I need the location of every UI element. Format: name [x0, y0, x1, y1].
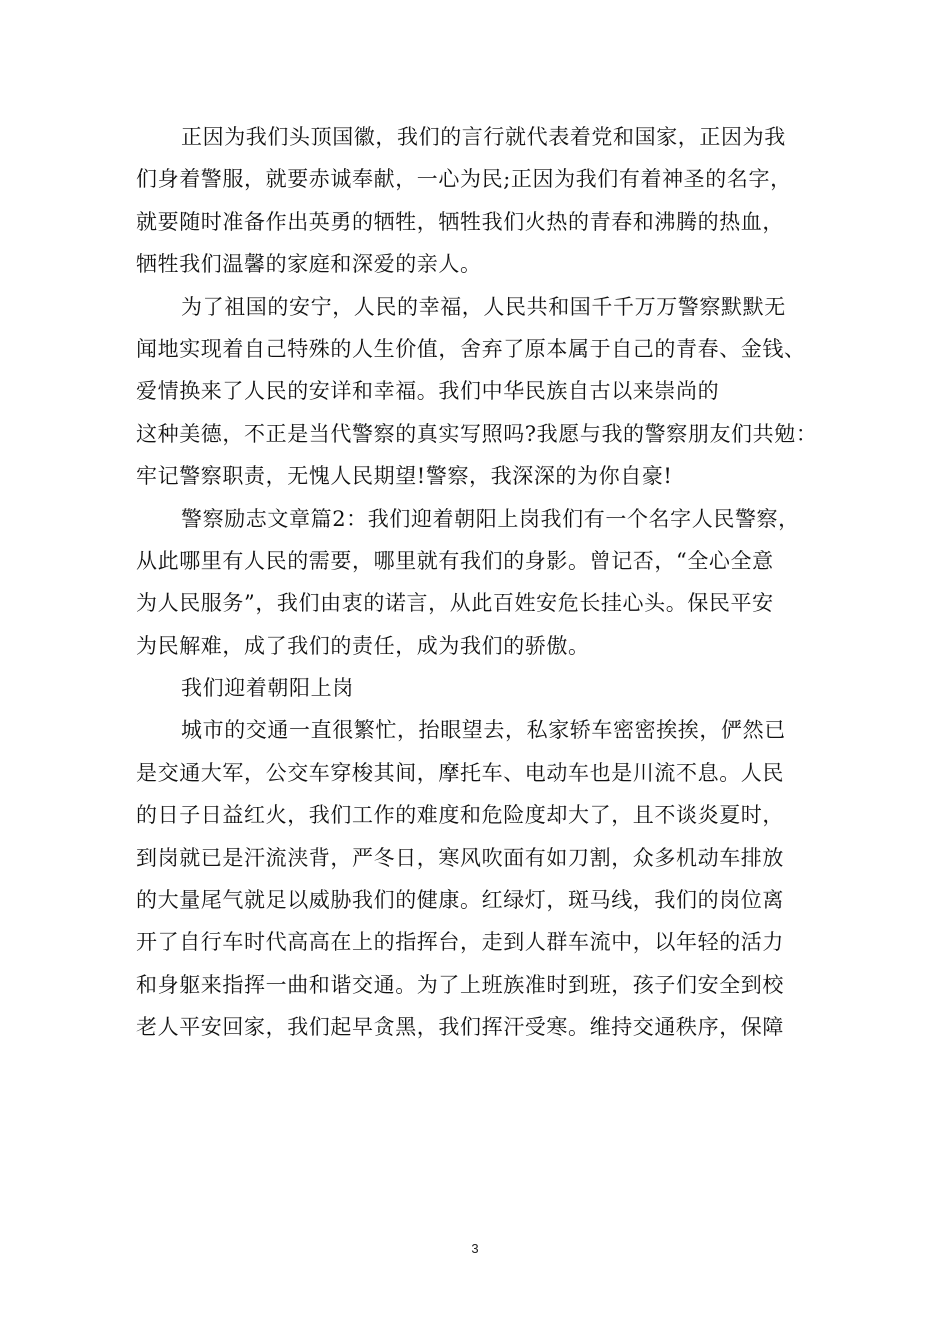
text-line: 为民解难，成了我们的责任，成为我们的骄傲。 [136, 633, 590, 658]
text-line: 到岗就已是汗流浃背，严冬日，寒风吹面有如刀割，众多机动车排放 [136, 845, 784, 870]
section-heading: 我们迎着朝阳上岗 [181, 676, 354, 701]
text-line: 警察励志文章篇2：我们迎着朝阳上岗我们有一个名字人民警察， [181, 506, 800, 531]
text-line: 牢记警察职责，无愧人民期望!警察，我深深的为你自豪! [136, 464, 673, 489]
text-line: 们身着警服，就要赤诚奉献，一心为民;正因为我们有着神圣的名字， [136, 167, 792, 192]
text-line: 牺牲我们温馨的家庭和深爱的亲人。 [136, 252, 482, 277]
text-line: 闻地实现着自己特殊的人生价值，舍弃了原本属于自己的青春、金钱、 [136, 336, 806, 361]
text-line: 就要随时准备作出英勇的牺牲，牺牲我们火热的青春和沸腾的热血， [136, 209, 784, 234]
text-line: 正因为我们头顶国徽，我们的言行就代表着党和国家，正因为我 [181, 125, 786, 149]
text-line: 老人平安回家，我们起早贪黑，我们挥汗受寒。维持交通秩序，保障 [136, 1015, 784, 1040]
text-line: 为了祖国的安宁，人民的幸福，人民共和国千千万万警察默默无 [181, 294, 786, 319]
text-line: 的大量尾气就足以威胁我们的健康。红绿灯，斑马线，我们的岗位离 [136, 888, 784, 913]
text-line: 从此哪里有人民的需要，哪里就有我们的身影。曾记否，“全心全意 [136, 548, 774, 573]
document-body [136, 116, 836, 1049]
text-line: 是交通大军，公交车穿梭其间，摩托车、电动车也是川流不息。人民 [136, 760, 784, 785]
text-line: 这种美德，不正是当代警察的真实写照吗?我愿与我的警察朋友们共勉： [136, 421, 818, 446]
page-number: 3 [471, 1241, 479, 1256]
text-line: 开了自行车时代高高在上的指挥台，走到人群车流中，以年轻的活力 [136, 930, 784, 955]
text-line: 和身躯来指挥一曲和谐交通。为了上班族准时到班，孩子们安全到校 [136, 972, 784, 997]
text-line: 的日子日益红火，我们工作的难度和危险度却大了，且不谈炎夏时， [136, 803, 784, 828]
text-line: 爱情换来了人民的安详和幸福。我们中华民族自古以来崇尚的 [136, 379, 720, 404]
text-line: 城市的交通一直很繁忙，抬眼望去，私家轿车密密挨挨，俨然已 [181, 718, 786, 743]
text-line: 为人民服务”，我们由衷的诺言，从此百姓安危长挂心头。保民平安 [136, 591, 774, 616]
